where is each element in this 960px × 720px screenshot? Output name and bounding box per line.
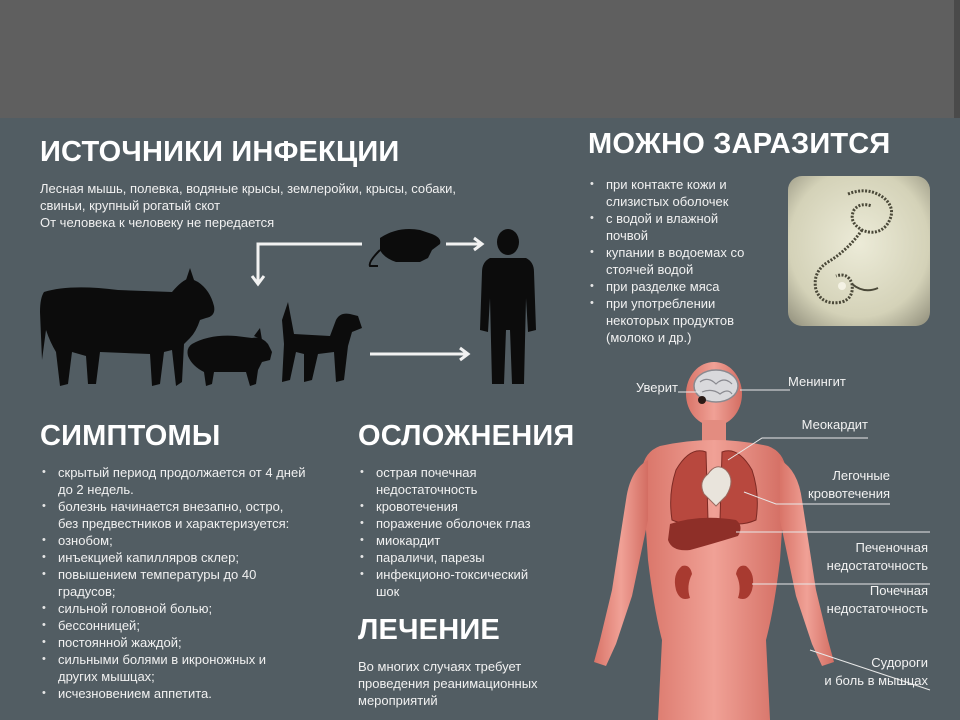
complications-title: ОСЛОЖНЕНИЯ bbox=[358, 420, 575, 452]
list-item: • кровотечения bbox=[358, 498, 568, 515]
infection-title: МОЖНО ЗАРАЗИТСЯ bbox=[588, 128, 891, 160]
label-myocarditis: Меокардит bbox=[801, 417, 868, 432]
list-item: • миокардит bbox=[358, 532, 568, 549]
list-item: • при разделке мяса bbox=[588, 278, 778, 295]
list-item: • ознобом; bbox=[40, 532, 340, 549]
list-item: • купании в водоемах со стоячей водой bbox=[588, 244, 778, 278]
list-item: • инфекционо-токсический шок bbox=[358, 566, 568, 600]
label-cramps: Судороги и боль в мышцах bbox=[824, 655, 928, 688]
treatment-title: ЛЕЧЕНИЕ bbox=[358, 614, 500, 646]
list-item: • исчезновением аппетита. bbox=[40, 685, 340, 702]
list-item: • бессонницей; bbox=[40, 617, 340, 634]
treatment-text: Во многих случаях требует проведения реанимационных мероприятий bbox=[358, 659, 538, 708]
label-meningitis: Менингит bbox=[788, 374, 846, 389]
list-item: • с водой и влажной почвой bbox=[588, 210, 778, 244]
sources-line: Лесная мышь, полевка, водяные крысы, землеройки, крысы, собаки, bbox=[40, 181, 457, 196]
list-item: • параличи, парезы bbox=[358, 549, 568, 566]
label-uveitis: Уверит bbox=[636, 380, 678, 395]
list-item: • болезнь начинается внезапно, остро, без предвестников и характеризуется: bbox=[40, 498, 340, 532]
sources-line: От человека к человеку не передается bbox=[40, 215, 275, 230]
list-item: • острая почечная недостаточность bbox=[358, 464, 568, 498]
list-item: • скрытый период продолжается от 4 дней до 2 недель. bbox=[40, 464, 340, 498]
list-item: • при контакте кожи и слизистых оболочек bbox=[588, 176, 778, 210]
sources-line: свиньи, крупный рогатый скот bbox=[40, 198, 221, 213]
list-item: • поражение оболочек глаз bbox=[358, 515, 568, 532]
eye-icon bbox=[698, 396, 706, 404]
list-item: • постоянной жаждой; bbox=[40, 634, 340, 651]
list-item: • при употреблении некоторых продуктов (молоко и др.) bbox=[588, 295, 778, 346]
label-kidney-failure: Почечная недостаточность bbox=[826, 583, 928, 616]
symptoms-title: СИМПТОМЫ bbox=[40, 420, 221, 452]
list-item: • сильными болями в икроножных и других мышцах; bbox=[40, 651, 340, 685]
sources-title: ИСТОЧНИКИ ИНФЕКЦИИ bbox=[40, 136, 400, 168]
list-item: • сильной головной болью; bbox=[40, 600, 340, 617]
label-lung-bleeding: Легочные кровотечения bbox=[808, 468, 890, 501]
list-item: • инъекцией капилляров склер; bbox=[40, 549, 340, 566]
label-liver-failure: Печеночная недостаточность bbox=[826, 540, 928, 573]
list-item: • повышением температуры до 40 градусов; bbox=[40, 566, 340, 600]
